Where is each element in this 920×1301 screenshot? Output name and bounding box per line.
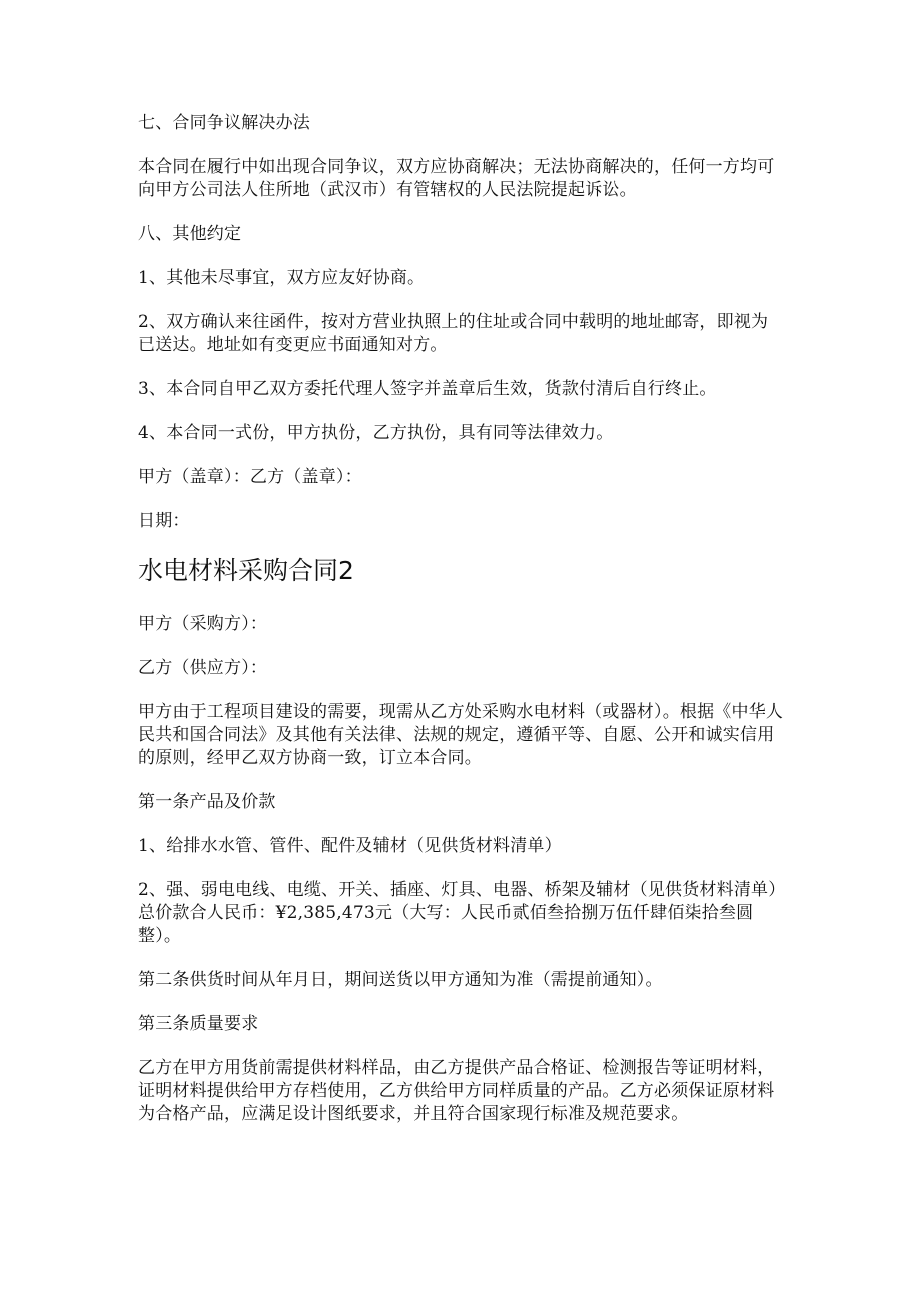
party-b-line: 乙方（供应方）：	[138, 658, 268, 678]
article-1-heading: 第一条产品及价款	[138, 792, 276, 812]
section-7-heading: 七、合同争议解决办法	[138, 113, 310, 133]
document-page	[138, 112, 784, 1147]
article-1-item-1: 1、给排水水管、管件、配件及辅材（见供货材料清单）	[138, 836, 562, 856]
article-3-heading: 第三条质量要求	[138, 1014, 259, 1034]
section-7-body: 本合同在履行中如出现合同争议，双方应协商解决；无法协商解决的，任何一方均可向甲方公司法人住所地（武汉市）有管辖权的人民法院提起诉讼。	[138, 157, 775, 200]
contract-2-title: 水电材料采购合同2	[138, 556, 354, 585]
intro-paragraph: 甲方由于工程项目建设的需要，现需从乙方处采购水电材料（或器材）。根据《中华人民共和国合同法》及其他有关法律、法规的规定，遵循平等、自愿、公开和诚实信用的原则，经甲乙双方协商一致，订立本合同。	[138, 702, 784, 768]
section-8-item-1: 1、其他未尽事宜，双方应友好协商。	[138, 268, 425, 288]
section-8-heading: 八、其他约定	[138, 224, 242, 244]
seal-line: 甲方（盖章）：乙方（盖章）：	[138, 467, 362, 487]
section-8-item-3: 3、本合同自甲乙双方委托代理人签字并盖章后生效，货款付清后自行终止。	[138, 379, 717, 399]
article-1-item-2: 2、强、弱电电线、电缆、开关、插座、灯具、电器、桥架及辅材（见供货材料清单）总价款合人民币：¥2,385,473元（大写：人民币贰佰叁拾捌万伍仟肆佰柒拾叁圆整）。	[138, 880, 777, 946]
article-2-line: 第二条供货时间从年月日，期间送货以甲方通知为准（需提前通知）。	[138, 970, 663, 990]
section-8-item-4: 4、本合同一式份，甲方执份，乙方执份，具有同等法律效力。	[138, 423, 614, 443]
section-8-item-2: 2、双方确认来往函件，按对方营业执照上的住址或合同中载明的地址邮寄，即视为已送达。地址如有变更应书面通知对方。	[138, 312, 769, 355]
article-3-body: 乙方在甲方用货前需提供材料样品，由乙方提供产品合格证、检测报告等证明材料，证明材料提供给甲方存档使用，乙方供给甲方同样质量的产品。乙方必须保证原材料为合格产品，应满足设计图纸要求，并且符合国家现行标准及规范要求。	[138, 1058, 775, 1124]
party-a-line: 甲方（采购方）：	[138, 614, 268, 634]
date-line: 日期：	[138, 511, 190, 531]
